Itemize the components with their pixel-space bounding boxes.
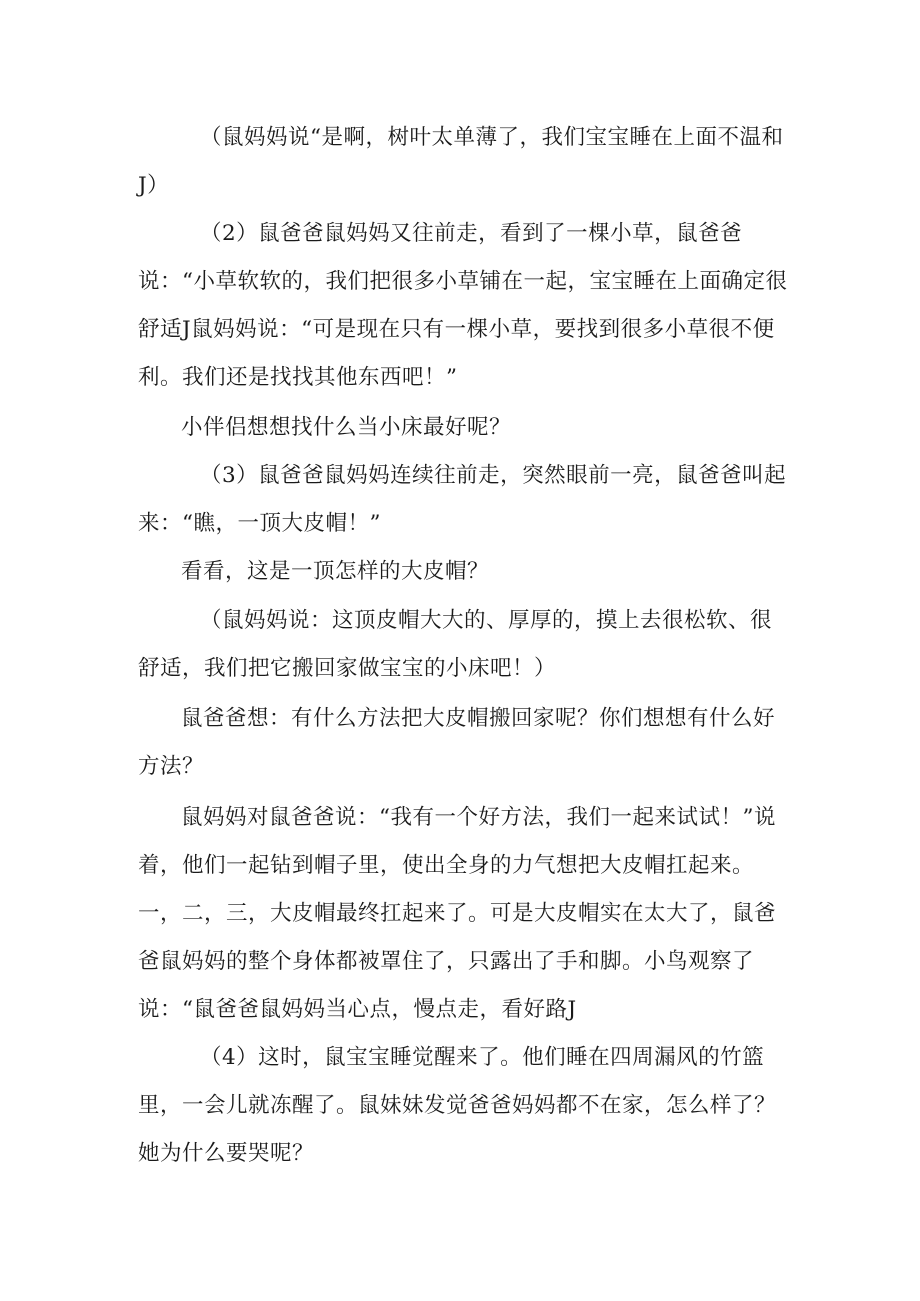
paragraph-8: 鼠妈妈对鼠爸爸说：“我有一个好方法，我们一起来试试！”说着，他们一起钻到帽子里，使出全身的力气想把大皮帽扛起来。一，二，三，大皮帽最终扛起来了。可是大皮帽实在太大了，鼠爸爸鼠妈妈的整个身体都被罩住了，只露出了手和脚。小鸟观察了说：“鼠爸爸鼠妈妈当心点，慢点走，看好路J bbox=[138, 805, 777, 1022]
paragraph-2: （2）鼠爸爸鼠妈妈又往前走，看到了一棵小草，鼠爸爸说：“小草软软的，我们把很多小草铺在一起，宝宝睡在上面确定很舒适J鼠妈妈说：“可是现在只有一棵小草，要找到很多小草很不便利。我们还是找找其他东西吧！” bbox=[138, 221, 788, 390]
paragraph-4: （3）鼠爸爸鼠妈妈连续往前走，突然眼前一亮，鼠爸爸叫起来：“瞧，一顶大皮帽！” bbox=[138, 463, 787, 536]
paragraph-1: （鼠妈妈说“是啊，树叶太单薄了，我们宝宝睡在上面不温和J） bbox=[138, 125, 784, 198]
paragraph-7: 鼠爸爸想：有什么方法把大皮帽搬回家呢？你们想想有什么好方法？ bbox=[138, 706, 776, 779]
paragraph-3: 小伴侣想想找什么当小床最好呢？ bbox=[181, 415, 512, 440]
paragraph-5: 看看，这是一顶怎样的大皮帽？ bbox=[181, 559, 490, 584]
paragraph-6: （鼠妈妈说：这顶皮帽大大的、厚厚的，摸上去很松软、很舒适，我们把它搬回家做宝宝的小床吧！） bbox=[138, 608, 773, 681]
paragraph-9: （4）这时，鼠宝宝睡觉醒来了。他们睡在四周漏风的竹篮里，一会儿就冻醒了。鼠妹妹发觉爸爸妈妈都不在家，怎么样了？她为什么要哭呢？ bbox=[138, 1045, 777, 1166]
